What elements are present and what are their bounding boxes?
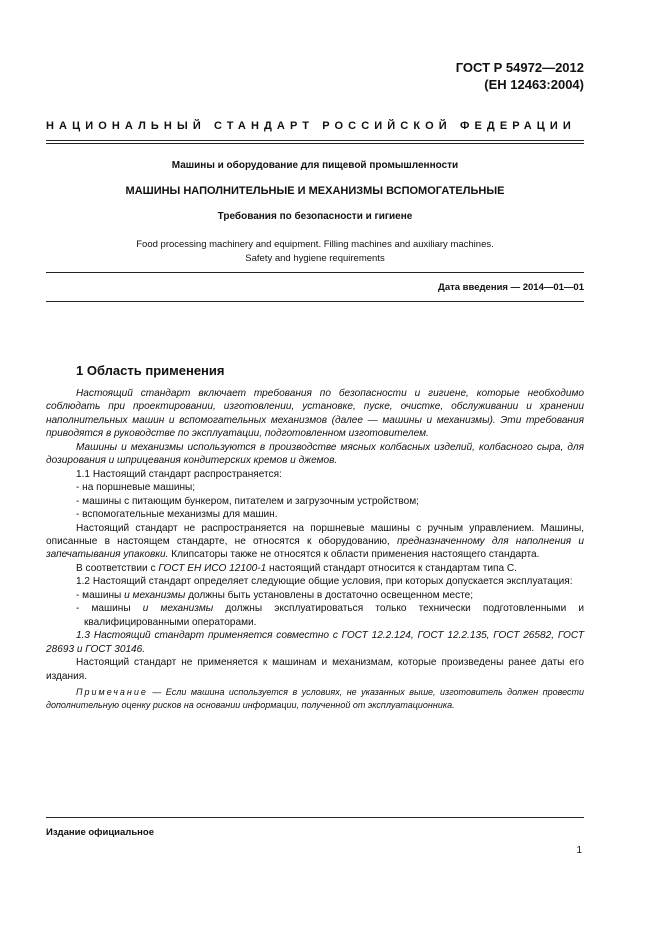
note bbox=[46, 686, 584, 712]
section-body bbox=[46, 387, 584, 712]
document-number bbox=[456, 59, 584, 93]
list-item: - машины с питающим бункером, питателем и загрузочным устройством; bbox=[76, 495, 419, 507]
date-rule bbox=[46, 301, 584, 302]
english-title bbox=[46, 238, 584, 266]
main-title: МАШИНЫ НАПОЛНИТЕЛЬНЫЕ И МЕХАНИЗМЫ ВСПОМОГАТЕЛЬНЫЕ bbox=[125, 185, 505, 197]
introduction-date: Дата введения — 2014—01—01 bbox=[438, 282, 584, 293]
gost-number: ГОСТ Р 54972—2012 bbox=[455, 60, 584, 75]
list-item: - машины и механизмы должны эксплуатироваться только технически подготовленными и квалифицированными операторами. bbox=[76, 603, 584, 628]
footer-rule bbox=[46, 817, 584, 818]
paragraph-2: Машины и механизмы используются в производстве мясных колбасных изделий, колбасного сыра, для дозирования и шприцевания кондитерских кремов и джемов. bbox=[46, 441, 584, 467]
paragraph-date-limit: Настоящий стандарт не применяется к машинам и механизмам, которые произведены ранее даты его издания. bbox=[46, 657, 584, 682]
group-title: Машины и оборудование для пищевой промышленности bbox=[171, 160, 459, 171]
page-number: 1 bbox=[576, 845, 582, 856]
paragraph-1-3: 1.3 Настоящий стандарт применяется совместно с ГОСТ 12.2.124, ГОСТ 12.2.135, ГОСТ 26582, ГОСТ 28693 и ГОСТ 30146. bbox=[46, 630, 584, 655]
paragraph-1-1: 1.1 Настоящий стандарт распространяется: bbox=[76, 468, 282, 480]
note-text: — Если машина используется в условиях, не указанных выше, изготовитель должен провести дополнительную оценку рисков на основании информации, полученной от эксплуатационника. bbox=[46, 686, 584, 710]
paragraph-1-2: 1.2 Настоящий стандарт определяет следующие общие условия, при которых допускается эксплуатация: bbox=[76, 576, 573, 588]
paragraph-type-c: В соответствии с ГОСТ ЕН ИСО 12100-1 настоящий стандарт относится к стандартам типа С. bbox=[76, 562, 517, 574]
national-standard-heading: НАЦИОНАЛЬНЫЙ СТАНДАРТ РОССИЙСКОЙ ФЕДЕРАЦИИ bbox=[46, 120, 576, 132]
subtitle: Требования по безопасности и гигиене bbox=[217, 211, 413, 222]
list-item: - вспомогательные механизмы для машин. bbox=[76, 509, 278, 521]
english-title-line1: Food processing machinery and equipment. Filling machines and auxiliary machines. bbox=[136, 239, 494, 250]
list-item: - машины и механизмы должны быть установлены в достаточно освещенном месте; bbox=[76, 589, 474, 601]
official-edition-label: Издание официальное bbox=[46, 827, 154, 838]
title-rule bbox=[46, 272, 584, 273]
english-title-line2: Safety and hygiene requirements bbox=[245, 253, 385, 264]
header-rule-top bbox=[46, 140, 584, 141]
note-label: Примечание bbox=[76, 686, 148, 697]
en-number: (ЕН 12463:2004) bbox=[484, 77, 584, 92]
paragraph-scope-exclusion: Настоящий стандарт не распространяется на поршневые машины с ручным управлением. Машины, описанные в настоящем стандарте, не относятся к оборудованию, предназначенному для наполнения и запечатывания упаковки. Клипсаторы также не относятся к области применения настоящего стандарта. bbox=[46, 522, 584, 561]
section-title: 1 Область применения bbox=[76, 363, 225, 378]
header-rule-bottom bbox=[46, 143, 584, 144]
paragraph-1: Настоящий стандарт включает требования по безопасности и гигиене, которые необходимо соблюдать при проектировании, изготовлении, установке, пуске, очистке, обслуживании и хранении наполнительных машин и вспомогательных механизмов (далее — машины и механизмы). Эти требования приводятся в руководстве по эксплуатации, подготовленном изготовителем. bbox=[46, 388, 584, 440]
list-item: - на поршневые машины; bbox=[76, 482, 196, 494]
